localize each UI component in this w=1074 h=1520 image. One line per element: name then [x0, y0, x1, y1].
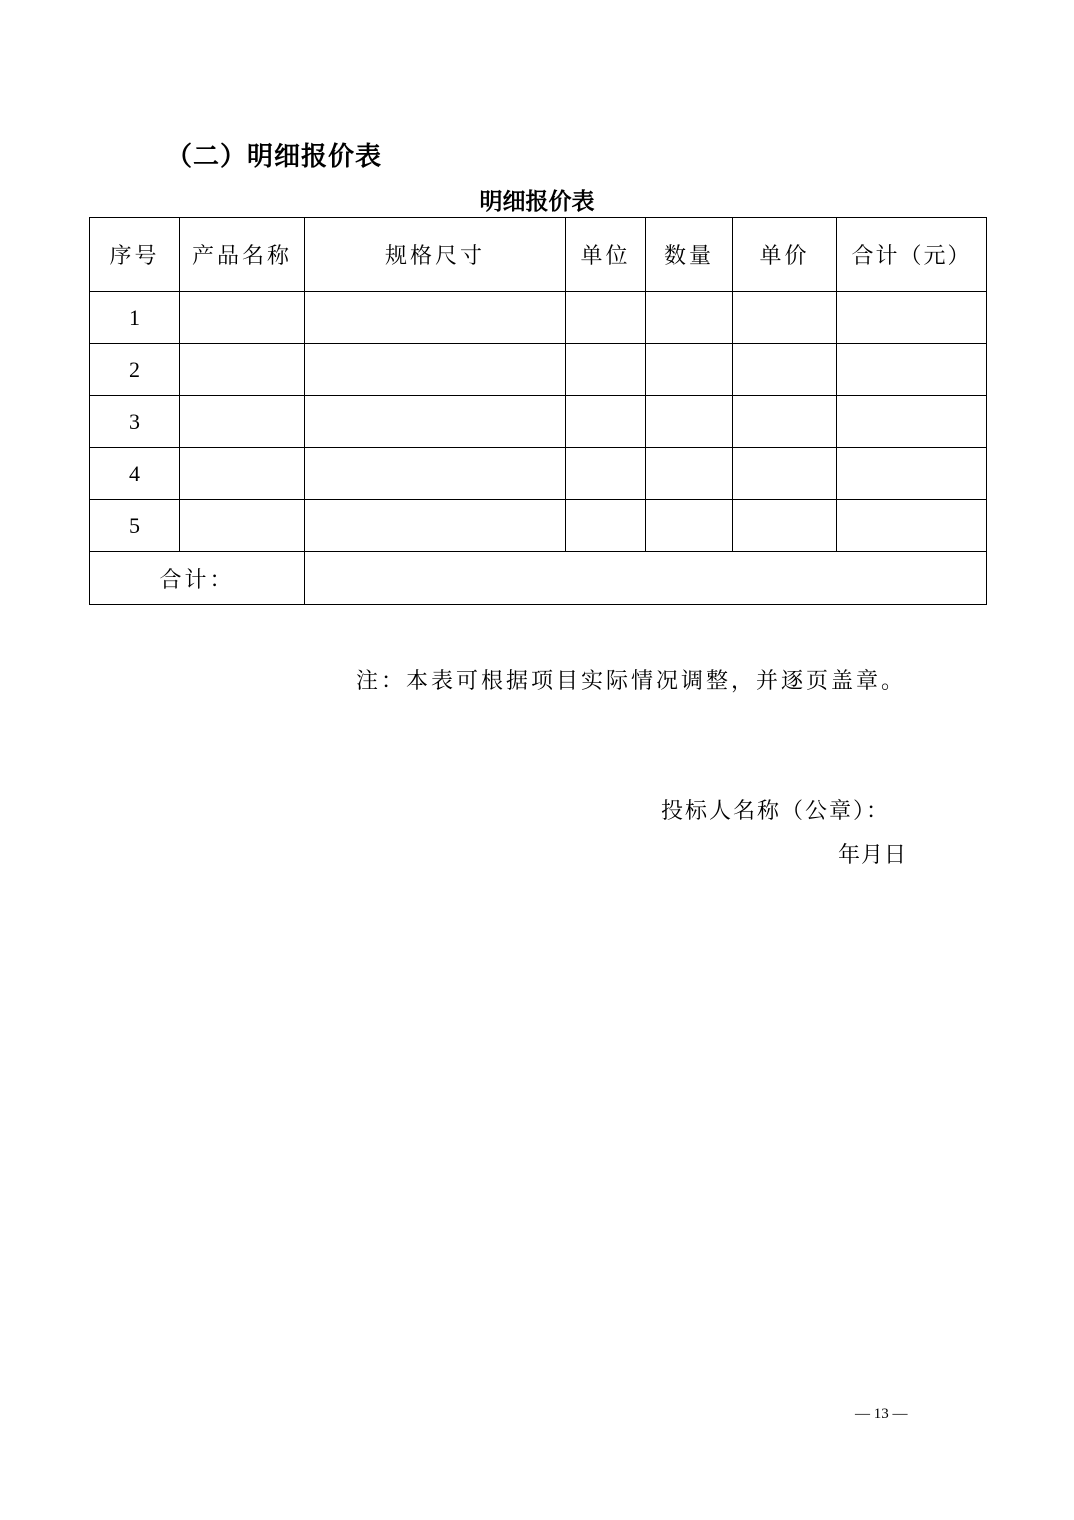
cell-quantity: [646, 344, 733, 396]
cell-specification: [305, 344, 566, 396]
total-label: 合计：: [90, 552, 305, 605]
cell-quantity: [646, 292, 733, 344]
cell-product-name: [180, 344, 305, 396]
cell-unit: [566, 292, 646, 344]
cell-subtotal: [837, 448, 987, 500]
table-row: [90, 344, 987, 396]
header-index: 序号: [90, 218, 180, 292]
cell-subtotal: [837, 396, 987, 448]
cell-unit-price: [733, 344, 837, 396]
cell-quantity: [646, 448, 733, 500]
header-quantity: 数量: [646, 218, 733, 292]
cell-product-name: [180, 500, 305, 552]
header-specification: 规格尺寸: [305, 218, 566, 292]
cell-unit: [566, 396, 646, 448]
section-heading: （二）明细报价表: [166, 142, 383, 172]
bidder-seal-label: 投标人名称（公章）：: [661, 799, 891, 824]
cell-index: 5: [90, 500, 180, 552]
quote-table: [89, 217, 987, 605]
header-product-name: 产品名称: [180, 218, 305, 292]
cell-product-name: [180, 448, 305, 500]
table-row: [90, 396, 987, 448]
total-value: [305, 552, 987, 605]
table-title: 明细报价表: [479, 188, 595, 215]
cell-unit-price: [733, 292, 837, 344]
cell-product-name: [180, 292, 305, 344]
cell-subtotal: [837, 344, 987, 396]
cell-unit: [566, 448, 646, 500]
table-row: [90, 292, 987, 344]
table-note: 注：本表可根据项目实际情况调整，并逐页盖章。: [356, 669, 907, 694]
header-unit: 单位: [566, 218, 646, 292]
cell-specification: [305, 448, 566, 500]
table-row: [90, 500, 987, 552]
header-unit-price: 单价: [733, 218, 837, 292]
table-header-row: [90, 218, 987, 292]
cell-unit-price: [733, 448, 837, 500]
cell-subtotal: [837, 500, 987, 552]
page-number: — 13 —: [855, 1406, 908, 1422]
table-total-row: [90, 552, 987, 605]
cell-specification: [305, 396, 566, 448]
cell-subtotal: [837, 292, 987, 344]
cell-unit-price: [733, 500, 837, 552]
header-subtotal: 合计（元）: [837, 218, 987, 292]
table-row: [90, 448, 987, 500]
cell-specification: [305, 292, 566, 344]
date-label: 年月日: [838, 843, 908, 868]
cell-product-name: [180, 396, 305, 448]
cell-specification: [305, 500, 566, 552]
cell-index: 2: [90, 344, 180, 396]
cell-index: 4: [90, 448, 180, 500]
cell-index: 3: [90, 396, 180, 448]
cell-unit-price: [733, 396, 837, 448]
cell-unit: [566, 500, 646, 552]
cell-unit: [566, 344, 646, 396]
cell-quantity: [646, 396, 733, 448]
cell-index: 1: [90, 292, 180, 344]
cell-quantity: [646, 500, 733, 552]
